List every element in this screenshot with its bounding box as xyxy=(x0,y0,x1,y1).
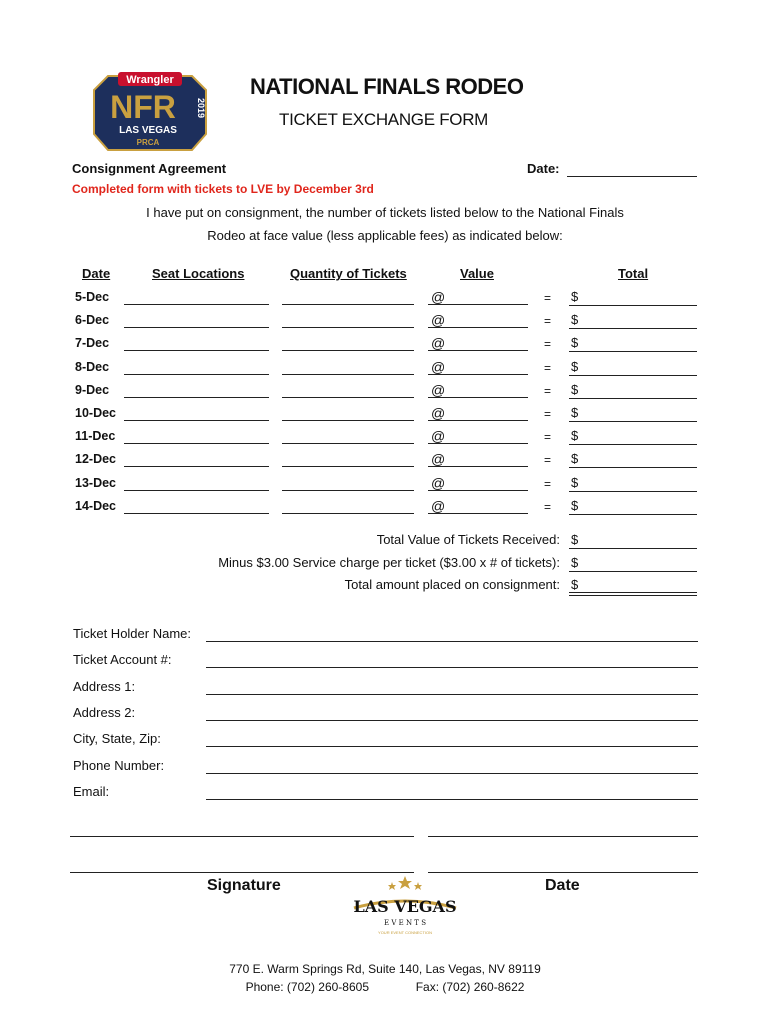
total-line[interactable] xyxy=(569,467,697,468)
at-symbol: @ xyxy=(431,497,446,514)
equals-symbol: = xyxy=(544,383,552,398)
holder-field-line[interactable] xyxy=(206,667,698,668)
row-date-label: 5-Dec xyxy=(75,290,110,304)
footer-contact xyxy=(0,980,770,994)
quantity-line[interactable] xyxy=(282,304,414,305)
total-value-line[interactable] xyxy=(569,548,697,549)
row-date-label: 9-Dec xyxy=(75,382,110,397)
row-date-label: 10-Dec xyxy=(75,406,116,420)
seat-location-line[interactable] xyxy=(124,374,269,375)
equals-symbol: = xyxy=(544,499,552,514)
equals-symbol: = xyxy=(544,430,552,445)
equals-symbol: = xyxy=(544,453,552,468)
quantity-line[interactable] xyxy=(282,443,414,444)
footer-address: 770 E. Warm Springs Rd, Suite 140, Las Vegas, NV 89119 xyxy=(229,962,541,976)
holder-field-line[interactable] xyxy=(206,694,698,695)
lve-logo-line1: LAS VEGAS xyxy=(353,897,457,916)
holder-field-label: City, State, Zip: xyxy=(73,731,161,747)
dollar-symbol: $ xyxy=(571,474,579,490)
date-line-1[interactable] xyxy=(428,836,698,837)
row-date-label: 7-Dec xyxy=(75,336,110,351)
total-line[interactable] xyxy=(569,328,697,329)
seat-location-line[interactable] xyxy=(124,350,269,351)
signature-line-1[interactable] xyxy=(70,836,414,837)
row-date-label: 14-Dec xyxy=(75,498,116,513)
value-line[interactable] xyxy=(428,443,528,444)
row-date-label: 8-Dec xyxy=(75,359,110,374)
value-line[interactable] xyxy=(428,397,528,398)
agreement-date-label: Date: xyxy=(527,161,560,176)
form-subtitle: TICKET EXCHANGE FORM xyxy=(279,110,489,129)
holder-field-line[interactable] xyxy=(206,720,698,721)
total-value-label: Total Value of Tickets Received: xyxy=(376,532,560,547)
holder-field-line[interactable] xyxy=(206,799,698,800)
value-line[interactable] xyxy=(428,466,528,467)
total-line[interactable] xyxy=(569,421,697,422)
seat-location-line[interactable] xyxy=(124,466,269,467)
header-total: Total xyxy=(618,266,649,281)
holder-field-label: Address 1: xyxy=(73,678,136,694)
service-charge-line[interactable] xyxy=(569,571,697,572)
total-line[interactable] xyxy=(569,351,697,352)
holder-field-label: Ticket Holder Name: xyxy=(73,626,191,641)
signature-line-2[interactable] xyxy=(70,872,414,873)
quantity-line[interactable] xyxy=(282,420,414,421)
at-symbol: @ xyxy=(431,428,446,445)
equals-symbol: = xyxy=(544,337,552,352)
at-symbol: @ xyxy=(431,312,446,329)
at-symbol: @ xyxy=(431,381,446,398)
logo-year-text: 2019 xyxy=(196,97,206,119)
quantity-line[interactable] xyxy=(282,513,414,514)
dollar-symbol: $ xyxy=(571,497,579,513)
holder-field-label: Phone Number: xyxy=(73,757,165,773)
equals-symbol: = xyxy=(544,407,552,421)
value-line[interactable] xyxy=(428,350,528,351)
value-line[interactable] xyxy=(428,420,528,421)
dollar-symbol: $ xyxy=(571,289,579,304)
statement-line-2: Rodeo at face value (less applicable fees) as indicated below: xyxy=(207,228,563,243)
nfr-logo xyxy=(88,70,212,156)
statement-line-1: I have put on consignment, the number of tickets listed below to the National Finals xyxy=(146,205,624,220)
total-value-dollar: $ xyxy=(571,532,579,547)
dollar-symbol: $ xyxy=(571,358,579,374)
quantity-line[interactable] xyxy=(282,397,414,398)
total-line[interactable] xyxy=(569,375,697,376)
date-line-2[interactable] xyxy=(428,872,698,873)
consignment-heading: Consignment Agreement xyxy=(72,161,227,176)
logo-city-text: LAS VEGAS xyxy=(119,125,177,136)
logo-brand-text: Wrangler xyxy=(126,74,174,86)
total-consignment-line[interactable] xyxy=(569,592,697,593)
at-symbol: @ xyxy=(431,474,446,491)
seat-location-line[interactable] xyxy=(124,443,269,444)
header-date: Date xyxy=(82,266,111,281)
quantity-line[interactable] xyxy=(282,327,414,328)
service-charge-label: Minus $3.00 Service charge per ticket ($3.00 x # of tickets): xyxy=(218,555,560,570)
header-quantity: Quantity of Tickets xyxy=(290,266,407,281)
quantity-line[interactable] xyxy=(282,374,414,375)
total-line[interactable] xyxy=(569,444,697,445)
seat-location-line[interactable] xyxy=(124,397,269,398)
dollar-symbol: $ xyxy=(571,312,579,328)
seat-location-line[interactable] xyxy=(124,490,269,491)
holder-field-label: Ticket Account #: xyxy=(73,652,172,668)
quantity-line[interactable] xyxy=(282,350,414,351)
las-vegas-events-logo xyxy=(350,876,460,940)
dollar-symbol: $ xyxy=(571,381,579,397)
logo-org-text: PRCA xyxy=(136,138,160,147)
header-value: Value xyxy=(460,266,494,281)
deadline-note: Completed form with tickets to LVE by December 3rd xyxy=(72,182,374,196)
at-symbol: @ xyxy=(431,358,446,375)
value-line[interactable] xyxy=(428,374,528,375)
seat-location-line[interactable] xyxy=(124,513,269,514)
footer-fax: Fax: (702) 260-8622 xyxy=(415,980,525,994)
total-line[interactable] xyxy=(569,491,697,492)
seat-location-line[interactable] xyxy=(124,304,269,305)
holder-field-line[interactable] xyxy=(206,773,698,774)
total-consignment-label: Total amount placed on consignment: xyxy=(344,577,560,592)
lve-logo-tagline: YOUR EVENT CONNECTION xyxy=(378,930,432,935)
row-date-label: 13-Dec xyxy=(75,475,116,490)
quantity-line[interactable] xyxy=(282,466,414,467)
star-icon xyxy=(388,876,422,890)
equals-symbol: = xyxy=(544,314,552,329)
value-line[interactable] xyxy=(428,490,528,491)
total-consignment-double-line xyxy=(569,595,697,596)
footer-phone: Phone: (702) 260-8605 xyxy=(245,980,369,994)
dollar-symbol: $ xyxy=(571,335,579,351)
seat-location-line[interactable] xyxy=(124,420,269,421)
holder-field-label: Address 2: xyxy=(73,704,136,720)
value-line[interactable] xyxy=(428,513,528,514)
signature-label: Signature xyxy=(207,877,281,894)
equals-symbol: = xyxy=(544,476,552,491)
lve-logo-line2: E V E N T S xyxy=(384,919,426,927)
total-line[interactable] xyxy=(569,514,697,515)
total-line[interactable] xyxy=(569,398,697,399)
at-symbol: @ xyxy=(431,289,446,305)
value-line[interactable] xyxy=(428,304,528,305)
equals-symbol: = xyxy=(544,291,552,305)
agreement-date-line[interactable] xyxy=(567,176,697,177)
dollar-symbol: $ xyxy=(571,428,579,444)
row-date-label: 6-Dec xyxy=(75,313,110,328)
logo-main-text: NFR xyxy=(110,89,176,125)
row-date-label: 11-Dec xyxy=(75,429,116,444)
form-title: NATIONAL FINALS RODEO xyxy=(250,74,524,99)
at-symbol: @ xyxy=(431,451,446,468)
signature-date-label: Date xyxy=(545,877,580,894)
holder-field-line[interactable] xyxy=(206,641,698,642)
seat-location-line[interactable] xyxy=(124,327,269,328)
quantity-line[interactable] xyxy=(282,490,414,491)
holder-field-label: Email: xyxy=(73,783,110,799)
service-charge-dollar: $ xyxy=(571,555,579,570)
at-symbol: @ xyxy=(431,335,446,352)
equals-symbol: = xyxy=(544,360,552,375)
holder-field-line[interactable] xyxy=(206,746,698,747)
dollar-symbol: $ xyxy=(571,451,579,467)
dollar-symbol: $ xyxy=(571,405,579,420)
total-line[interactable] xyxy=(569,305,697,306)
header-seat-locations: Seat Locations xyxy=(152,266,245,281)
value-line[interactable] xyxy=(428,327,528,328)
total-consignment-dollar: $ xyxy=(571,577,579,592)
at-symbol: @ xyxy=(431,405,446,421)
row-date-label: 12-Dec xyxy=(75,452,116,467)
